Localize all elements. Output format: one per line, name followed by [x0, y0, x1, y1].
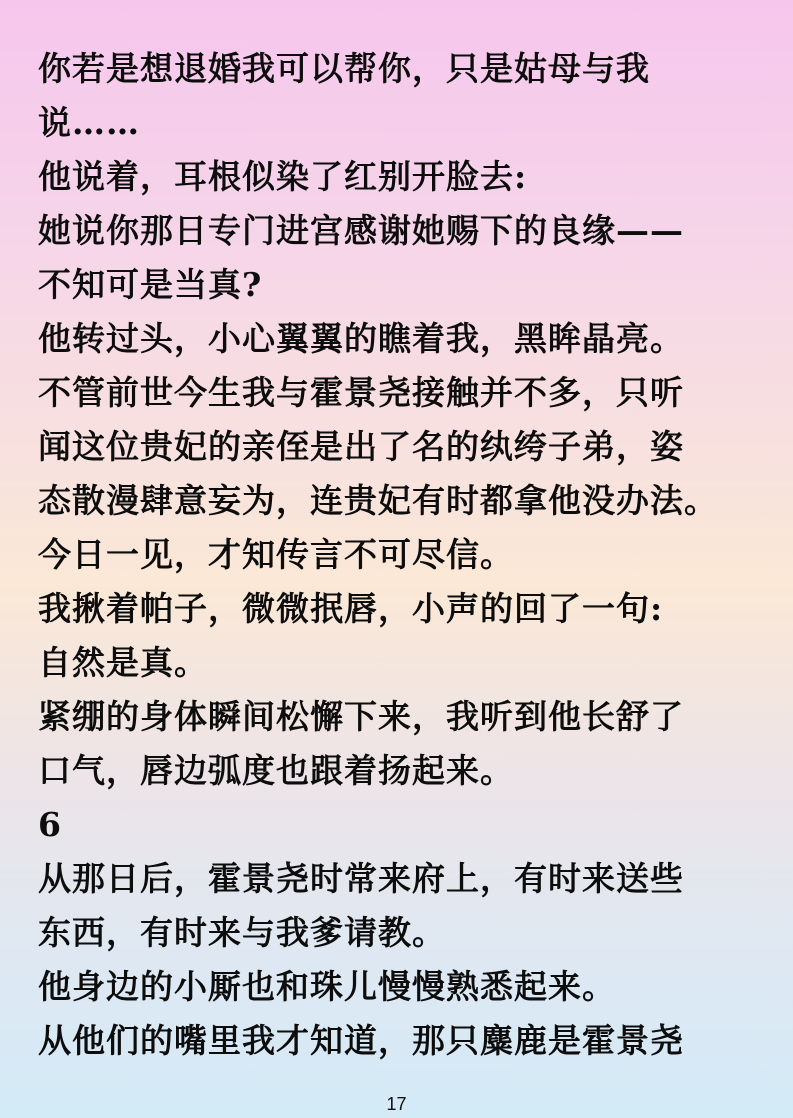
- text-line: 口气，唇边弧度也跟着扬起来。: [38, 751, 514, 790]
- page-body: [38, 42, 760, 1068]
- text-line: 闻这位贵妃的亲侄是出了名的纨绔子弟，姿: [38, 427, 684, 466]
- chapter-number: 6: [38, 805, 62, 844]
- text-line: 从那日后，霍景尧时常来府上，有时来送些: [38, 859, 684, 898]
- text-line: 紧绷的身体瞬间松懈下来，我听到他长舒了: [38, 697, 684, 736]
- text-line: 她说你那日专门进宫感谢她赐下的良缘——: [38, 211, 684, 250]
- page-number: 17: [386, 1094, 407, 1114]
- text-line: 今日一见，才知传言不可尽信。: [38, 535, 514, 574]
- text-line: 不管前世今生我与霍景尧接触并不多，只听: [38, 373, 684, 412]
- text-line: 我揪着帕子，微微抿唇，小声的回了一句:: [38, 589, 664, 628]
- text-line: 你若是想退婚我可以帮你，只是姑母与我: [38, 49, 650, 88]
- text-line: 不知可是当真?: [38, 265, 263, 304]
- text-line: 东西，有时来与我爹请教。: [38, 913, 446, 952]
- text-line: 他转过头，小心翼翼的瞧着我，黑眸晶亮。: [38, 319, 684, 358]
- text-line: 说……: [38, 103, 140, 142]
- text-line: 从他们的嘴里我才知道，那只麋鹿是霍景尧: [38, 1021, 684, 1060]
- text-line: 他说着，耳根似染了红别开脸去:: [38, 157, 528, 196]
- text-line: 他身边的小厮也和珠儿慢慢熟悉起来。: [38, 967, 616, 1006]
- text-line: 态散漫肆意妄为，连贵妃有时都拿他没办法。: [38, 481, 718, 520]
- text-line: 自然是真。: [38, 643, 208, 682]
